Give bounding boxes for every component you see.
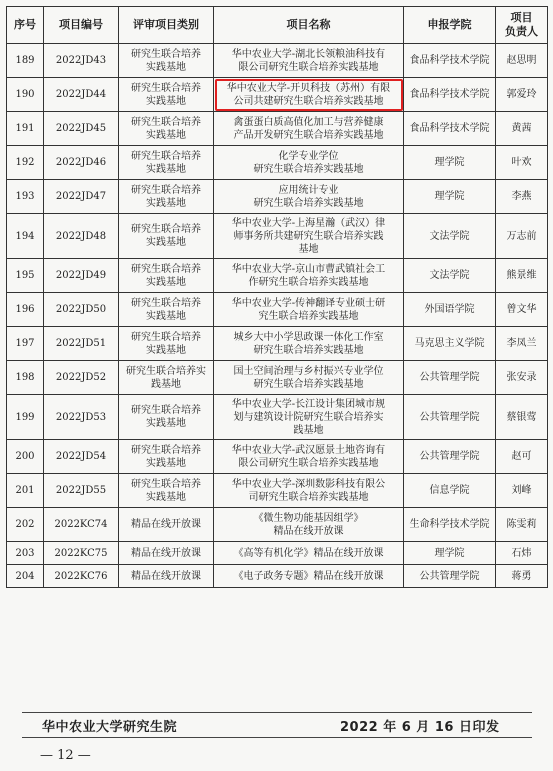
cell-name	[214, 474, 404, 508]
cell-institute-text: 文法学院	[429, 270, 470, 281]
cell-category-line: 研究生联合培养	[131, 48, 201, 60]
cell-category-line: 实践基地	[146, 197, 186, 209]
table-row	[7, 293, 548, 327]
cell-institute-text: 公共管理学院	[419, 411, 480, 423]
cell-seq-text: 189	[15, 55, 35, 66]
footer-date: 2022 年 6 月 16 日印发	[340, 720, 500, 735]
cell-name-line: 华中农业大学-武汉愿景土地咨询有	[231, 444, 386, 456]
cell-person-text: 赵思明	[506, 55, 537, 66]
cell-category-line: 实践基地	[146, 276, 186, 288]
cell-person	[496, 327, 548, 361]
cell-seq	[7, 112, 44, 146]
cell-name-line: 华中农业大学-湖北长领粮油科技有	[231, 48, 386, 60]
cell-code-text: 2022JD48	[55, 230, 107, 242]
header-category: 评审项目类别	[119, 7, 214, 44]
cell-institute	[404, 293, 496, 327]
cell-name	[214, 508, 404, 542]
cell-category	[119, 180, 214, 214]
header-person	[496, 7, 548, 44]
cell-category-line: 实践基地	[146, 310, 186, 322]
table-row	[7, 146, 548, 180]
cell-seq-text: 193	[15, 191, 35, 202]
highlight-box	[215, 79, 403, 111]
cell-category-line: 研究生联合培养	[131, 405, 201, 416]
cell-seq-text: 194	[15, 230, 35, 242]
cell-category-line: 实践基地	[146, 418, 186, 429]
cell-category-line: 实践基地	[146, 457, 186, 469]
cell-seq	[7, 542, 44, 565]
cell-category-line: 实践基地	[146, 237, 186, 248]
cell-code	[44, 474, 119, 508]
cell-seq	[7, 327, 44, 361]
cell-name	[214, 44, 404, 78]
cell-code-text: 2022JD43	[55, 55, 107, 66]
cell-seq	[7, 508, 44, 542]
cell-name	[214, 327, 404, 361]
cell-seq	[7, 214, 44, 259]
cell-code	[44, 440, 119, 474]
cell-person-text: 张安录	[506, 372, 537, 383]
cell-category	[119, 440, 214, 474]
cell-name	[214, 259, 404, 293]
cell-category-line: 研究生联合培养	[131, 82, 201, 94]
cell-category	[119, 146, 214, 180]
header-person-line1: 项目	[510, 11, 533, 24]
cell-name-line: 《微生物功能基因组学》	[253, 512, 364, 524]
cell-name-line: 产品开发研究生联合培养实践基地	[233, 129, 384, 141]
cell-person	[496, 112, 548, 146]
cell-category-line: 研究生联合培养	[131, 224, 201, 235]
cell-code-text: 2022JD50	[55, 304, 107, 315]
cell-name-line: 研究生联合培养实践基地	[253, 378, 364, 390]
cell-category-line: 研究生联合培养	[131, 331, 201, 343]
cell-person	[496, 361, 548, 395]
cell-name	[214, 440, 404, 474]
cell-code-text: 2022JD49	[55, 270, 107, 281]
cell-person	[496, 542, 548, 565]
cell-institute-text: 公共管理学院	[419, 570, 480, 582]
cell-seq-text: 201	[15, 485, 35, 496]
cell-name-line: 究生联合培养实践基地	[258, 310, 359, 322]
table-body	[7, 44, 548, 588]
cell-seq	[7, 293, 44, 327]
cell-code-text: 2022JD47	[55, 191, 107, 202]
cell-person	[496, 508, 548, 542]
cell-seq-text: 204	[15, 570, 35, 582]
cell-person	[496, 474, 548, 508]
cell-person-text: 曾文华	[506, 304, 537, 315]
cell-seq	[7, 180, 44, 214]
cell-code	[44, 78, 119, 112]
cell-person	[496, 78, 548, 112]
cell-person-text: 叶欢	[511, 157, 532, 168]
cell-code	[44, 259, 119, 293]
cell-seq-text: 202	[15, 519, 35, 530]
cell-category	[119, 565, 214, 588]
table-row	[7, 474, 548, 508]
cell-institute-text: 外国语学院	[424, 304, 475, 315]
cell-name-line: 公司共建研究生联合培养实践基地	[233, 95, 384, 107]
cell-person-text: 蔡银莺	[506, 411, 537, 423]
cell-category-line: 精品在线开放课	[131, 519, 201, 530]
cell-seq-text: 203	[15, 547, 35, 559]
cell-institute	[404, 327, 496, 361]
cell-institute	[404, 474, 496, 508]
cell-code-text: 2022JD55	[55, 485, 107, 496]
header-institute: 申报学院	[404, 7, 496, 44]
cell-person-text: 蒋勇	[511, 570, 532, 582]
cell-person	[496, 146, 548, 180]
cell-institute	[404, 78, 496, 112]
cell-name-line: 研究生联合培养实践基地	[253, 344, 364, 356]
cell-name-line: 划与建筑设计院研究生联合培养实	[233, 411, 384, 423]
header-seq: 序号	[7, 7, 44, 44]
cell-institute-text: 公共管理学院	[419, 451, 480, 462]
cell-seq	[7, 361, 44, 395]
cell-category-line: 研究生联合培养实	[126, 365, 206, 377]
cell-person-text: 刘峰	[511, 485, 532, 496]
cell-person	[496, 180, 548, 214]
cell-category	[119, 259, 214, 293]
header-code: 项目编号	[44, 7, 119, 44]
cell-category	[119, 508, 214, 542]
cell-person	[496, 259, 548, 293]
cell-institute-text: 文法学院	[429, 230, 470, 242]
table-row	[7, 214, 548, 259]
cell-person-text: 郭爱玲	[506, 89, 537, 100]
cell-seq-text: 195	[15, 270, 35, 281]
cell-seq	[7, 474, 44, 508]
cell-institute-text: 食品科学技术学院	[409, 89, 490, 100]
cell-name-line: 践基地	[293, 424, 324, 436]
table-row	[7, 565, 548, 588]
cell-name-line: 化学专业学位	[278, 150, 339, 162]
cell-category-line: 研究生联合培养	[131, 478, 201, 490]
footer-rule-bottom	[22, 737, 532, 738]
cell-institute	[404, 361, 496, 395]
cell-code-text: 2022JD53	[55, 411, 107, 423]
cell-code-text: 2022JD52	[55, 372, 107, 383]
cell-name-line: 华中农业大学-京山市曹武镇社会工	[231, 263, 386, 275]
cell-name-line: 应用统计专业	[278, 184, 339, 196]
cell-seq-text: 192	[15, 157, 35, 168]
cell-category	[119, 112, 214, 146]
cell-name	[214, 112, 404, 146]
table-header-row	[7, 7, 548, 44]
cell-name-line: 华中农业大学-上海星瀚（武汉）律	[231, 217, 386, 229]
cell-institute-text: 理学院	[434, 547, 465, 559]
cell-institute	[404, 180, 496, 214]
cell-name-line: 司研究生联合培养实践基地	[248, 491, 369, 503]
cell-name-line: 《电子政务专题》精品在线开放课	[233, 570, 384, 582]
cell-person	[496, 293, 548, 327]
cell-name-line: 国土空间治理与乡村振兴专业学位	[233, 365, 384, 377]
cell-name-line: 华中农业大学-传神翻译专业硕士研	[231, 297, 386, 309]
cell-category-line: 实践基地	[146, 61, 186, 73]
cell-seq-text: 199	[15, 411, 35, 423]
cell-seq	[7, 565, 44, 588]
cell-category-line: 践基地	[151, 378, 181, 390]
cell-name-line: 限公司研究生联合培养实践基地	[238, 61, 379, 73]
table-row	[7, 44, 548, 78]
cell-category-line: 实践基地	[146, 163, 186, 175]
cell-name	[214, 214, 404, 259]
cell-category	[119, 474, 214, 508]
cell-name-line: 禽蛋蛋白质高值化加工与营养健康	[233, 116, 384, 128]
footer-rule-top	[22, 712, 532, 713]
table-row	[7, 112, 548, 146]
cell-seq-text: 200	[15, 451, 35, 462]
header-person-line2: 负责人	[505, 25, 538, 38]
cell-name-line: 华中农业大学-开贝科技（苏州）有限	[226, 82, 391, 94]
table-row	[7, 180, 548, 214]
cell-institute-text: 信息学院	[429, 485, 470, 496]
cell-category-line: 实践基地	[146, 95, 186, 107]
cell-category	[119, 214, 214, 259]
cell-name	[214, 565, 404, 588]
cell-seq-text: 197	[15, 338, 35, 349]
cell-seq	[7, 146, 44, 180]
cell-category	[119, 327, 214, 361]
cell-code	[44, 361, 119, 395]
cell-institute	[404, 259, 496, 293]
cell-code-text: 2022JD44	[55, 89, 107, 100]
table-row	[7, 327, 548, 361]
cell-category	[119, 44, 214, 78]
cell-category-line: 精品在线开放课	[131, 570, 201, 582]
cell-code	[44, 180, 119, 214]
cell-category-line: 研究生联合培养	[131, 184, 201, 196]
page-number: — 12 —	[40, 748, 91, 763]
cell-category-line: 精品在线开放课	[131, 547, 201, 559]
table-row	[7, 440, 548, 474]
cell-name	[214, 180, 404, 214]
cell-category-line: 研究生联合培养	[131, 116, 201, 128]
cell-code-text: 2022KC75	[54, 547, 108, 559]
cell-person-text: 李燕	[511, 191, 532, 202]
table-row	[7, 259, 548, 293]
cell-category	[119, 293, 214, 327]
cell-institute	[404, 508, 496, 542]
cell-category-line: 研究生联合培养	[131, 297, 201, 309]
cell-institute	[404, 112, 496, 146]
cell-code	[44, 214, 119, 259]
cell-name-line: 《高等有机化学》精品在线开放课	[233, 547, 384, 559]
cell-code-text: 2022JD46	[55, 157, 107, 168]
cell-name	[214, 146, 404, 180]
cell-seq	[7, 395, 44, 440]
cell-institute	[404, 440, 496, 474]
cell-name	[214, 293, 404, 327]
cell-code	[44, 508, 119, 542]
cell-institute-text: 食品科学技术学院	[409, 55, 490, 66]
cell-code-text: 2022JD51	[55, 338, 107, 349]
cell-category	[119, 361, 214, 395]
cell-person	[496, 565, 548, 588]
cell-category	[119, 78, 214, 112]
cell-name	[214, 395, 404, 440]
cell-name	[214, 361, 404, 395]
cell-name-line: 城乡大中小学思政课一体化工作室	[233, 331, 384, 343]
cell-institute	[404, 146, 496, 180]
cell-institute-text: 马克思主义学院	[414, 338, 485, 349]
cell-person-text: 李凤兰	[506, 338, 537, 349]
cell-code	[44, 327, 119, 361]
cell-person-text: 陈雯莉	[506, 519, 537, 530]
cell-person-text: 赵可	[511, 451, 532, 462]
cell-name-line: 限公司研究生联合培养实践基地	[238, 457, 379, 469]
cell-seq-text: 196	[15, 304, 35, 315]
cell-code-text: 2022KC76	[54, 570, 108, 582]
cell-institute	[404, 565, 496, 588]
cell-name-line: 基地	[298, 243, 319, 255]
cell-name-line: 研究生联合培养实践基地	[253, 163, 364, 175]
cell-code-text: 2022KC74	[54, 519, 108, 530]
cell-seq	[7, 440, 44, 474]
cell-person	[496, 214, 548, 259]
cell-name-line: 作研究生联合培养实践基地	[248, 276, 369, 288]
cell-institute-text: 食品科学技术学院	[409, 123, 490, 134]
cell-name-line: 华中农业大学-深圳数影科技有限公	[231, 478, 386, 490]
cell-seq-text: 198	[15, 372, 35, 383]
cell-category-line: 研究生联合培养	[131, 263, 201, 275]
cell-seq	[7, 44, 44, 78]
cell-code	[44, 542, 119, 565]
cell-person	[496, 440, 548, 474]
cell-institute-text: 公共管理学院	[419, 372, 480, 383]
cell-category-line: 研究生联合培养	[131, 444, 201, 456]
footer-org: 华中农业大学研究生院	[42, 720, 178, 735]
cell-code	[44, 112, 119, 146]
cell-seq-text: 191	[15, 123, 35, 134]
cell-institute-text: 生命科学技术学院	[409, 519, 490, 530]
table-row	[7, 542, 548, 565]
cell-institute	[404, 44, 496, 78]
cell-institute	[404, 542, 496, 565]
table-row	[7, 508, 548, 542]
cell-category-line: 实践基地	[146, 344, 186, 356]
cell-name-line: 精品在线开放课	[273, 525, 344, 537]
cell-person-text: 万志前	[506, 230, 537, 242]
cell-name-line: 师事务所共建研究生联合培养实践	[233, 230, 384, 242]
table-row	[7, 395, 548, 440]
cell-person	[496, 44, 548, 78]
cell-code	[44, 44, 119, 78]
header-name: 项目名称	[214, 7, 404, 44]
cell-seq-text: 190	[15, 89, 35, 100]
cell-name-line: 研究生联合培养实践基地	[253, 197, 364, 209]
cell-institute	[404, 395, 496, 440]
cell-person	[496, 395, 548, 440]
cell-category	[119, 542, 214, 565]
cell-code	[44, 146, 119, 180]
cell-institute	[404, 214, 496, 259]
table-row	[7, 361, 548, 395]
cell-person-text: 熊景维	[506, 270, 537, 281]
cell-code-text: 2022JD54	[55, 451, 107, 462]
cell-code	[44, 565, 119, 588]
cell-seq	[7, 78, 44, 112]
cell-category-line: 实践基地	[146, 491, 186, 503]
cell-person-text: 黄茜	[511, 123, 532, 134]
cell-institute-text: 理学院	[434, 157, 465, 168]
cell-code	[44, 395, 119, 440]
cell-category-line: 研究生联合培养	[131, 150, 201, 162]
cell-category	[119, 395, 214, 440]
cell-category-line: 实践基地	[146, 129, 186, 141]
cell-institute-text: 理学院	[434, 191, 465, 202]
cell-code-text: 2022JD45	[55, 123, 107, 134]
cell-person-text: 石炜	[511, 547, 532, 559]
cell-seq	[7, 259, 44, 293]
cell-name-line: 华中农业大学-长江设计集团城市规	[231, 398, 386, 410]
cell-name	[214, 542, 404, 565]
cell-code	[44, 293, 119, 327]
